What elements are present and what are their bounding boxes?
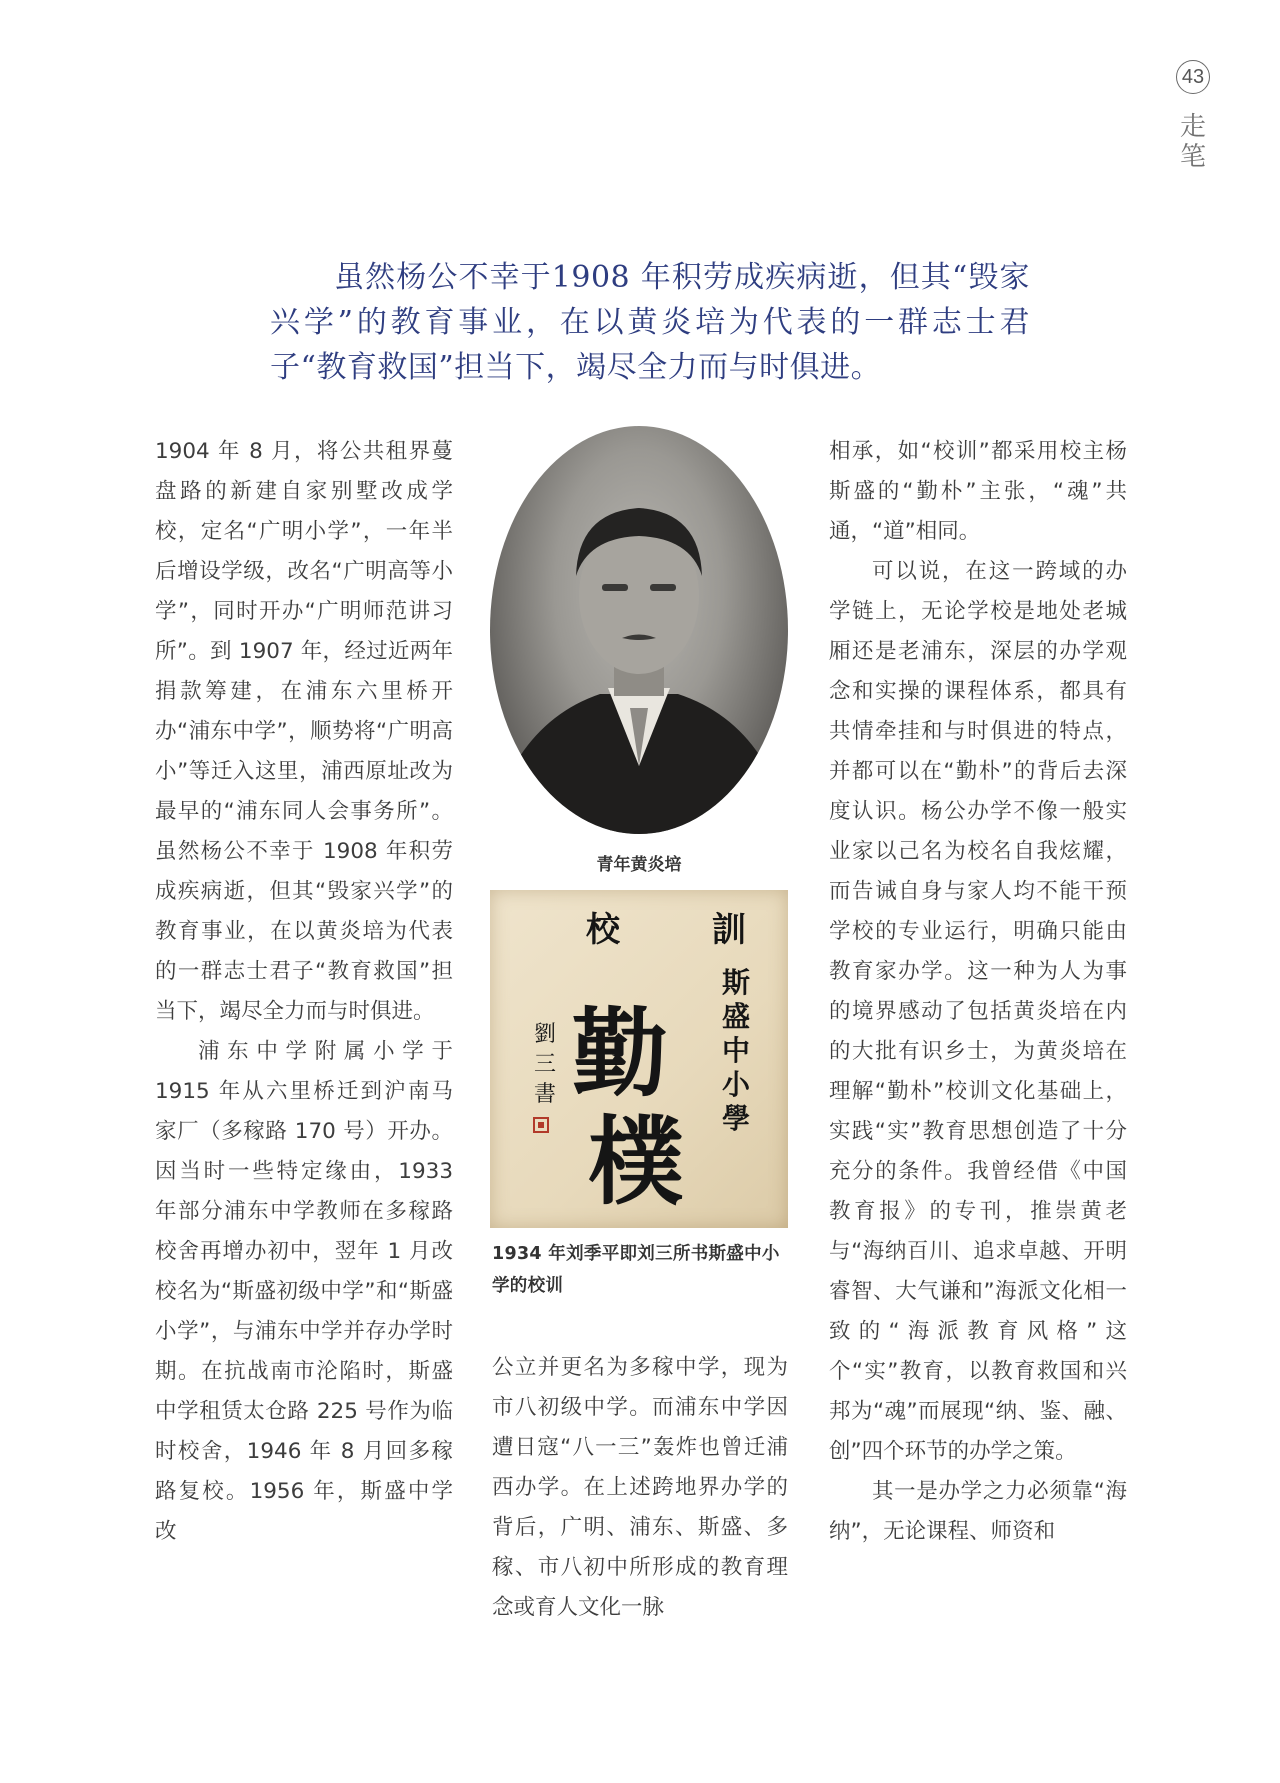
text-column-2 [492,1348,788,1628]
section-label: 走笔 [1179,112,1206,172]
calligraphy-signature: 劉三書 [534,1022,557,1107]
calligraphy-caption: 1934 年刘季平即刘三所书斯盛中小学的校训 [492,1244,780,1296]
paragraph: 可以说，在这一跨域的办学链上，无论学校是地处老城厢还是老浦东，深层的办学观念和实操的课程体系，都具有共情牵挂和与时俱进的特点，并都可以在“勤朴”的背后去深度认识。杨公办学不像一般实业家以己名为校名自我炫耀，而告诫自身与家人均不能干预学校的专业运行，明确只能由教育家办学。这一种为人为事的境界感动了包括黄炎培在内的大批有识乡士，为黄炎培在理解“勤朴”校训文化基础上，实践“实”教育思想创造了十分充分的条件。我曾经借《中国教育报》的专刊，推崇黄老与“海纳百川、追求卓越、开明睿智、大气谦和”海派文化相一致的“海派教育风格”这个“实”教育，以教育救国和兴邦为“魂”而展现“纳、鉴、融、创”四个环节的办学之策。 [829,559,1127,1464]
calligraphy-seal [490,890,788,1228]
calligraphy-char-1: 勤 [572,997,668,1110]
page-number: 43 [1176,60,1210,94]
paragraph: 浦东中学附属小学于 1915 年从六里桥迁到沪南马家厂（多稼路 170 号）开办。因当时一些特定缘由，1933 年部分浦东中学教师在多稼路校舍再增办初中，翌年 1 月改校名为“斯盛初级中学”和“斯盛小学”，与浦东中学并存办学时期。在抗战南市沦陷时，斯盛中学租赁太仓路 225 号作为临时校舍，1946 年 8 月回多稼路复校。1956 年，斯盛中学改 [155,1039,453,1544]
portrait-caption: 青年黄炎培 [596,855,682,875]
calligraphy-image [490,890,788,1228]
calligraphy-right-line: 斯盛中小學 [722,966,751,1135]
text-column-1 [155,432,453,1552]
calligraphy-char-2: 樸 [588,1105,684,1218]
paragraph: 1904 年 8 月，将公共租界蔓盘路的新建自家别墅改成学校，定名“广明小学”，一年半后增设学级，改名“广明高等小学”，同时开办“广明师范讲习所”。到 1907 年，经过近两年捐款筹建，在浦东六里桥开办“浦东中学”，顺势将“广明高小”等迁入这里，浦西原址改为最早的“浦东同人会事务所”。虽然杨公不幸于 1908 年积劳成疾病逝，但其“毁家兴学”的教育事业，在以黄炎培为代表的一群志士君子“教育救国”担当下，竭尽全力而与时俱进。 [155,439,453,1024]
text-column-3 [829,432,1127,1552]
pull-quote: 虽然杨公不幸于1908 年积劳成疾病逝，但其“毁家兴学”的教育事业，在以黄炎培为代表的一群志士君子“教育救国”担当下，竭尽全力而与时俱进。 [270,260,1030,385]
calligraphy-header: 校 訓 [586,910,786,950]
portrait-photo [490,426,788,834]
paragraph: 其一是办学之力必须靠“海纳”，无论课程、师资和 [829,1479,1127,1544]
portrait-illustration [490,426,788,834]
paragraph: 公立并更名为多稼中学，现为市八初级中学。而浦东中学因遭日寇“八一三”轰炸也曾迁浦西办学。在上述跨地界办学的背后，广明、浦东、斯盛、多稼、市八初中所形成的教育理念或育人文化一脉 [492,1355,788,1620]
paragraph: 相承，如“校训”都采用校主杨斯盛的“勤朴”主张，“魂”共通，“道”相同。 [829,439,1127,544]
